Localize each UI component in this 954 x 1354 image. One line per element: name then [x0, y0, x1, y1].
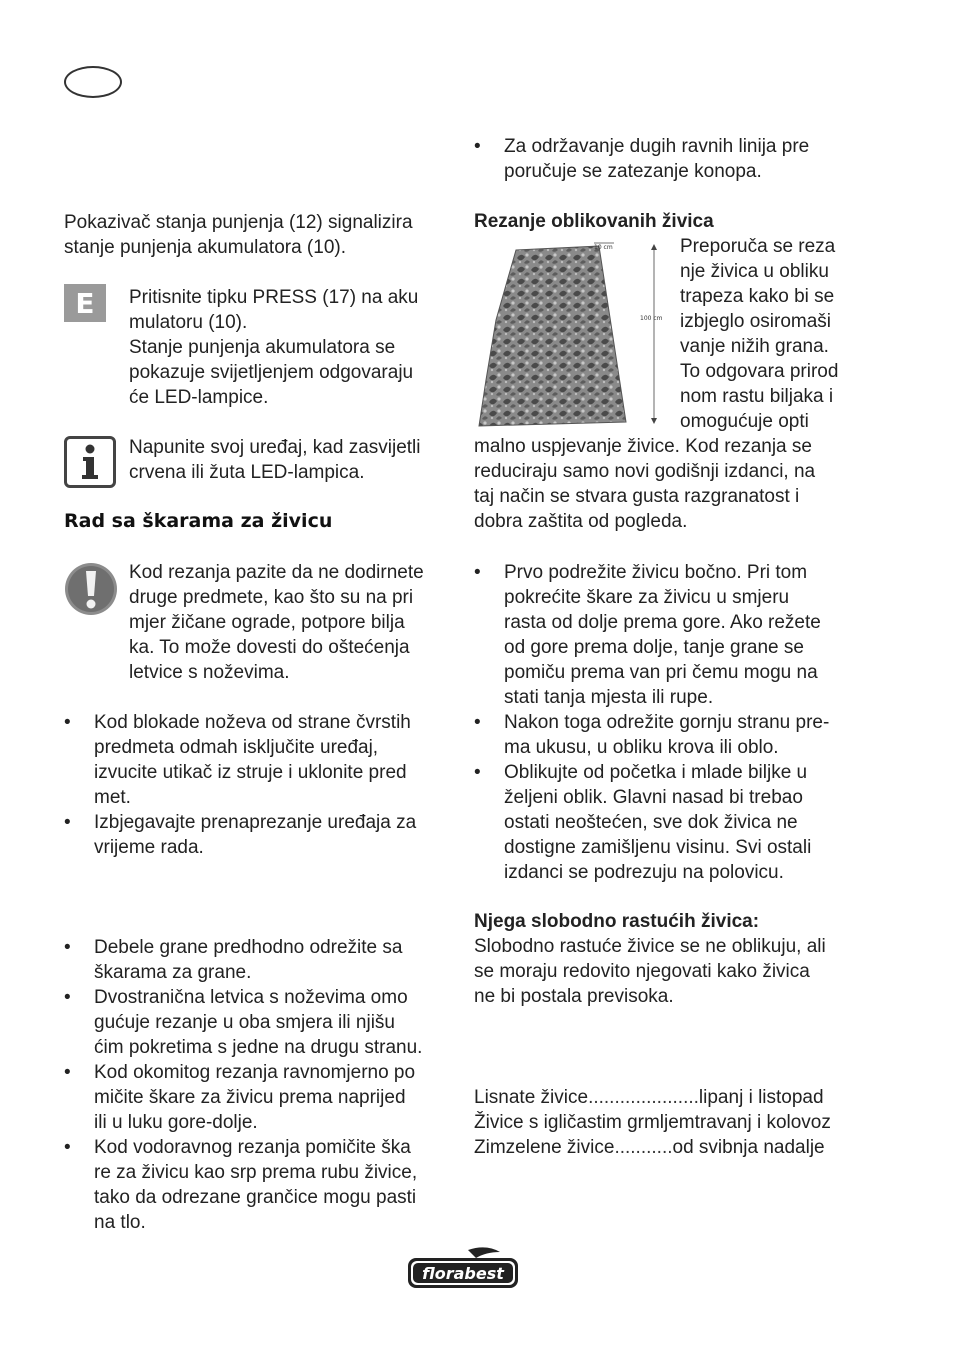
list-item: • Debele grane predhodno odrežite sa škarama za grane.: [64, 935, 459, 985]
blockage-bullet-list: [64, 710, 454, 860]
rope-bullet-list: [474, 134, 874, 184]
cutting-bullet-list: [64, 935, 459, 1235]
step-e-badge: E: [64, 284, 106, 322]
list-item: • Oblikujte od početka i mlade biljke u željeni oblik. Glavni nasad bi trebao ostati neoštećen, sve dok živica ne dostigne zamišljenu visinu. Svi ostali izdanci se podrezuju na polovicu.: [474, 760, 894, 885]
info-icon: [64, 436, 116, 488]
free-growing-section: Njega slobodno rastućih živica: Slobodno rastuće živice se ne oblikuju, ali se moraju redovito njegovati kako živica ne bi postala previsoka.: [474, 909, 894, 1009]
section-heading: Rad sa škarama za živicu: [64, 510, 333, 532]
list-item: • Nakon toga odrežite gornju stranu pre- ma ukusu, u obliku krova ili oblo.: [474, 710, 894, 760]
shaped-hedges-heading: Rezanje oblikovanih živica: [474, 211, 714, 232]
florabest-logo: [406, 1246, 520, 1290]
list-item: • Prvo podrežite živicu bočno. Pri tom pokrećite škare za živicu u smjeru rasta od dolje prema gore. Ako režete od gore prema dolje, tanje grane se pomiču prema van pri čemu mogu na stati tanja mjesta ili rupe.: [474, 560, 894, 710]
list-item: • Izbjegavajte prenaprezanje uređaja za vrijeme rada.: [64, 810, 454, 860]
warning-note: Kod rezanja pazite da ne dodirnete druge predmete, kao što su na pri mjer žičane ograde, potpore bilja ka. To može dovesti do oštećenja letvice s noževima.: [129, 562, 424, 683]
cutting-schedule: [474, 1085, 894, 1160]
schedule-row: Lisnate živice ..................... lipanj i listopad: [474, 1087, 824, 1108]
schedule-row: Zimzelene živice ........... od svibnja nadalje: [474, 1137, 825, 1158]
warning-icon: [64, 562, 118, 616]
list-item: • Kod vodoravnog rezanja pomičite ška re za živicu kao srp prema rubu živice, tako da odrezane grančice mogu pasti na tlo.: [64, 1135, 459, 1235]
shaping-bullet-list: [474, 560, 894, 885]
free-growing-heading: Njega slobodno rastućih živica:: [474, 911, 760, 932]
list-item: • Dvostranična letvica s noževima omo gućuje rezanje u oba smjera ili njišu ćim pokretima s jedne na drugu stranu.: [64, 985, 459, 1060]
svg-text:10 cm: 10 cm: [594, 244, 613, 251]
info-note: Napunite svoj uređaj, kad zasvijetli crvena ili žuta LED-lampica.: [129, 437, 421, 483]
trapezoid-hedge-figure: [474, 240, 674, 430]
shaped-hedges-text: malno uspjevanje živice. Kod rezanja se reduciraju samo novi godišnji izdanci, na taj način se stvara gusta razgranatost i dobra zaštita od pogleda.: [474, 436, 816, 532]
schedule-row: Živice s igličastim grmljem travanj i kolovoz: [474, 1112, 831, 1133]
list-item: • Kod blokade noževa od strane čvrstih predmeta odmah isključite uređaj, izvucite utikač iz struje i uklonite pred met.: [64, 710, 454, 810]
step-instructions: Pritisnite tipku PRESS (17) na aku mulatoru (10). Stanje punjenja akumulatora se pokazuje svijetljenjem odgovaraju će LED-lampice.: [129, 287, 419, 408]
charge-indicator-text: Pokazivač stanja punjenja (12) signalizira stanje punjenja akumulatora (10).: [64, 212, 413, 258]
language-badge: [64, 66, 122, 98]
shaped-hedges-wrap-text: Preporuča se reza nje živica u obliku trapeza kako bi se izbjeglo osiromaši vanje nižih grana. To odgovara prirod nom rastu biljaka i omogućuje opti: [680, 236, 839, 432]
list-item: • Za održavanje dugih ravnih linija pre poručuje se zatezanje konopa.: [474, 134, 874, 184]
svg-text:florabest: florabest: [422, 1264, 504, 1283]
svg-text:100 cm: 100 cm: [640, 315, 663, 322]
list-item: • Kod okomitog rezanja ravnomjerno po mičite škare za živicu prema naprijed ili u luku gore-dolje.: [64, 1060, 459, 1135]
